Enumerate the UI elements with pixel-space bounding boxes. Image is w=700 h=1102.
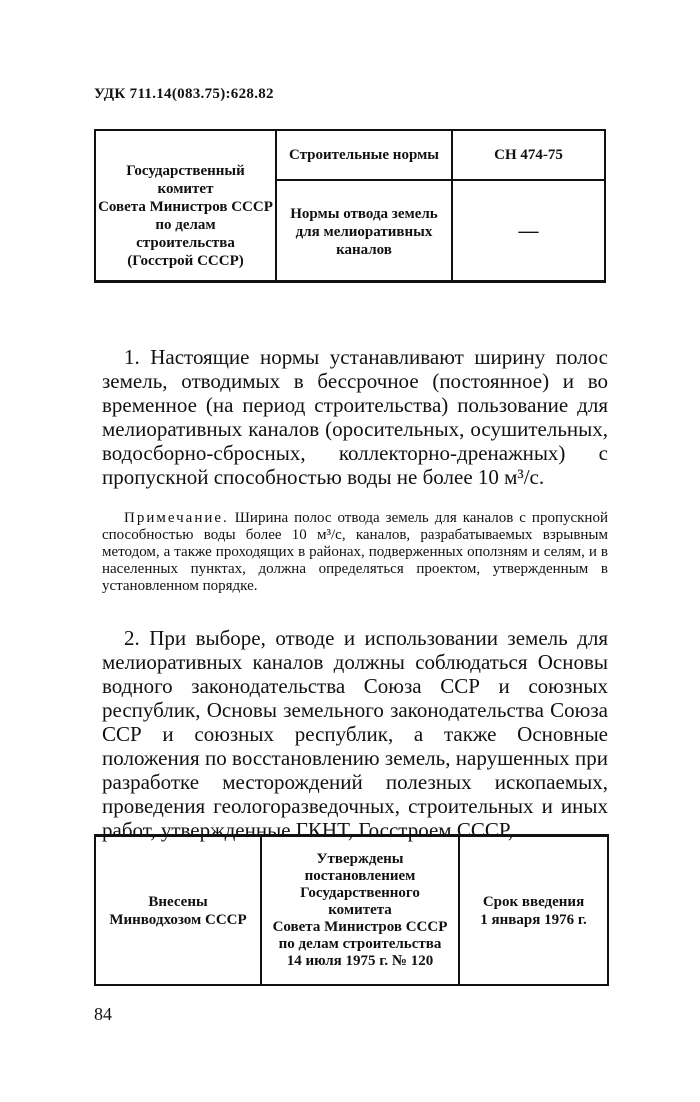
norms-title-line: для мелиоративных [295,223,433,240]
norms-title-line: Нормы отвода земель [290,205,438,222]
committee-line: строительства [136,234,235,251]
note-label: Примечание. [124,510,229,526]
approved-line: Утверждены [316,851,404,867]
udk-code: УДК 711.14(083.75):628.82 [94,86,274,102]
committee-line: Государственный [126,162,245,179]
committee-line: по делам [155,216,216,233]
introduced-line: Минводхозом СССР [109,911,247,928]
norms-type-cell: Строительные нормы [277,131,453,181]
page-number: 84 [94,1004,112,1024]
committee-line: (Госстрой СССР) [127,252,244,269]
norms-code-cell: СН 474-75 [453,131,604,181]
approved-cell [262,837,460,984]
committee-line: комитет [157,180,214,197]
replaces-cell: — [518,220,539,242]
approved-line: Государственного [300,885,420,901]
approved-line: по делам строительства [278,936,442,952]
effective-line: 1 января 1976 г. [480,911,587,928]
introduced-line: Внесены [148,893,208,910]
paragraph-2: 2. При выборе, отводе и использовании земель для мелиоративных каналов должны соблюдаться Основы водного законодательства Союза ССР и союзных республик, Основы земельного законодательства Союза ССР и союзных республик, а также Основные положения по восстановлению земель, нарушенных при разработке месторождений полезных ископаемых, проведения геологоразведочных, строительных и иных работ, утвержденные ГКНТ, Госстроем СССР, [102,626,608,842]
footer-table [94,834,609,986]
paragraph-1: 1. Настоящие нормы устанавливают ширину полос земель, отводимых в бессрочное (постоянное) и во временное (на период строительства) пользование для мелиоративных каналов (оросительных, осушительных, водосборно-сбросных, коллекторно-дренажных) с пропускной способностью воды не более 10 м³/с. [102,345,608,489]
norms-title-cell [277,181,453,282]
note [102,510,608,595]
effective-date-cell [460,837,607,984]
approved-line: комитета [328,902,392,918]
approved-line: 14 июля 1975 г. № 120 [286,953,434,969]
committee-cell [96,131,277,280]
header-table [94,129,606,283]
note-text: Ширина полос отвода земель для каналов с пропускной способностью воды более 10 м³/с, каналов, разрабатываемых взрывным методом, а также проходящих в районах, подверженных оползням и селям, и в населенных пунктах, должна определяться проектом, утвержденным в установленном порядке. [102,510,608,594]
approved-line: постановлением [304,868,416,884]
approved-line: Совета Министров СССР [272,919,448,935]
introduced-cell [96,837,262,984]
committee-line: Совета Министров СССР [98,198,273,215]
effective-line: Срок введения [482,893,585,910]
norms-title-line: каналов [336,241,392,258]
